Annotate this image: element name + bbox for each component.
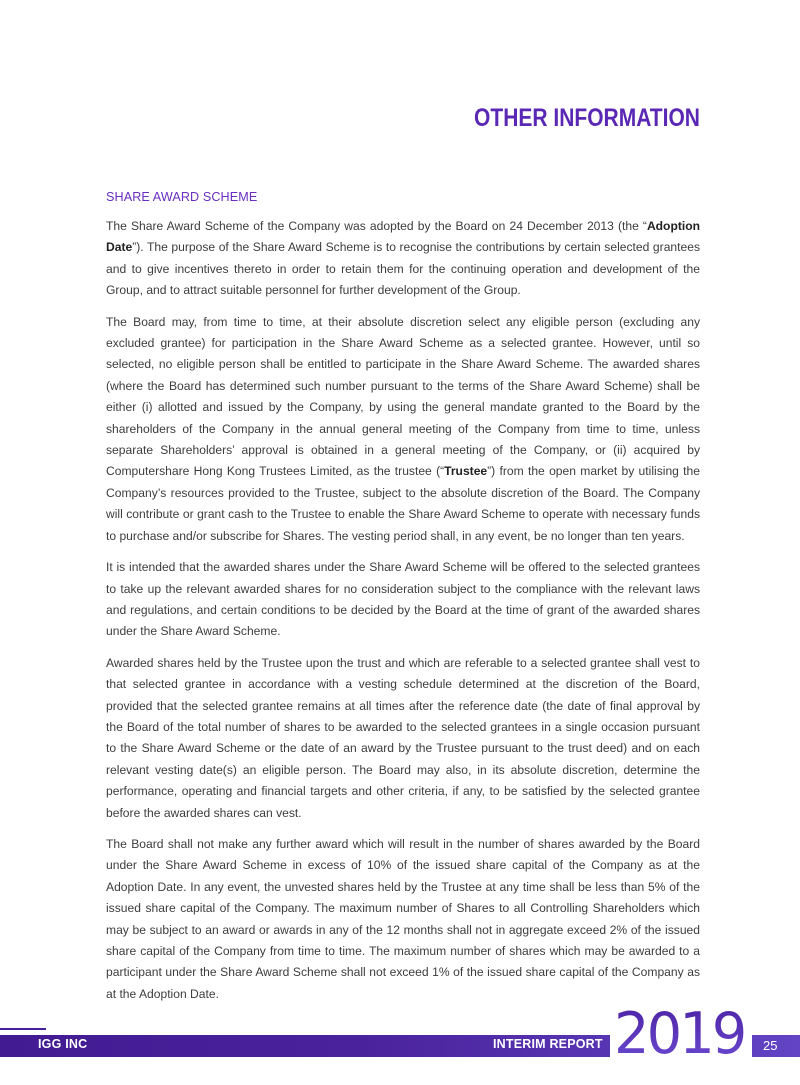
paragraph-text: ”). The purpose of the Share Award Scheme is to recognise the contributions by certain selected grantees and to give incentives thereto in order to retain them for the continuing operation and development of the Group, and to attract suitable personnel for further development of the Group. bbox=[106, 240, 700, 298]
footer-report-label: INTERIM REPORT bbox=[493, 1037, 603, 1051]
paragraph-text: The Board may, from time to time, at their absolute discretion select any eligible person (excluding any excluded grantee) for participation in the Share Award Scheme as a selected grantee. However, until so selected, no eligible person shall be entitled to participate in the Share Award Scheme. The awarded shares (where the Board has determined such number pursuant to the terms of the Share Award Scheme) shall be either (i) allotted and issued by the Company, by using the general mandate granted to the Board by the shareholders of the Company in the annual general meeting of the Company from time to time, unless separate Shareholders’ approval is obtained in a general meeting of the Company, or (ii) acquired by Computershare Hong Kong Trustees Limited, as the trustee (“ bbox=[106, 314, 700, 479]
defined-term: Adoption Date bbox=[106, 219, 700, 255]
page-title: OTHER INFORMATION bbox=[474, 104, 700, 132]
paragraph-adoption bbox=[106, 216, 700, 302]
defined-term: Trustee bbox=[444, 464, 488, 479]
footer-company-name: IGG INC bbox=[38, 1037, 88, 1051]
paragraph-limits: The Board shall not make any further award which will result in the number of shares awarded by the Board under the Share Award Scheme in excess of 10% of the issued share capital of the Company as at the Adoption Date. In any event, the unvested shares held by the Trustee at any time shall be less than 5% of the issued share capital of the Company. The maximum number of Shares to all Controlling Shareholders which may be subject to an award or awards in any of the 12 months shall not in aggregate exceed 2% of the issued share capital of the Company from time to time. The maximum number of shares which may be awarded to a participant under the Share Award Scheme shall not exceed 1% of the issued share capital of the Company as at the Adoption Date. bbox=[106, 836, 700, 1001]
paragraph-vesting: Awarded shares held by the Trustee upon the trust and which are referable to a selected grantee shall vest to that selected grantee in accordance with a vesting schedule determined at the discretion of the Board, provided that the selected grantee remains at all times after the reference date (the date of final approval by the Board of the total number of shares to be awarded to the selected grantees in a single occasion pursuant to the Share Award Scheme or the date of an award by the Trustee pursuant to the trust deed) and on each relevant vesting date(s) an eligible person. The Board may also, in its absolute discretion, determine the performance, operating and financial targets and other criteria, if any, to be satisfied by the selected grantee before the awarded shares can vest. bbox=[106, 655, 700, 820]
paragraph-text: ”) from the open market by utilising the Company’s resources provided to the Trustee, subject to the absolute discretion of the Board. The Company will contribute or grant cash to the Trustee to enable the Share Award Scheme to operate with necessary funds to purchase and/or subscribe for Shares. The vesting period shall, in any event, be no longer than ten years. bbox=[106, 464, 700, 543]
page-number: 25 bbox=[763, 1038, 778, 1053]
paragraph-intention: It is intended that the awarded shares under the Share Award Scheme will be offered to the selected grantees to take up the relevant awarded shares for no consideration subject to the compliance with the relevant laws and regulations, and certain conditions to be decided by the Board at the time of grant of the awarded shares under the Share Award Scheme. bbox=[106, 560, 700, 639]
section-heading: SHARE AWARD SCHEME bbox=[106, 190, 258, 204]
footer-year-logo: 2019 bbox=[614, 1001, 745, 1067]
document-body bbox=[106, 190, 700, 1015]
paragraph-selection bbox=[106, 312, 700, 547]
paragraph-text: The Share Award Scheme of the Company was adopted by the Board on 24 December 2013 (the “ bbox=[106, 219, 647, 233]
footer-accent-line bbox=[0, 1028, 46, 1030]
